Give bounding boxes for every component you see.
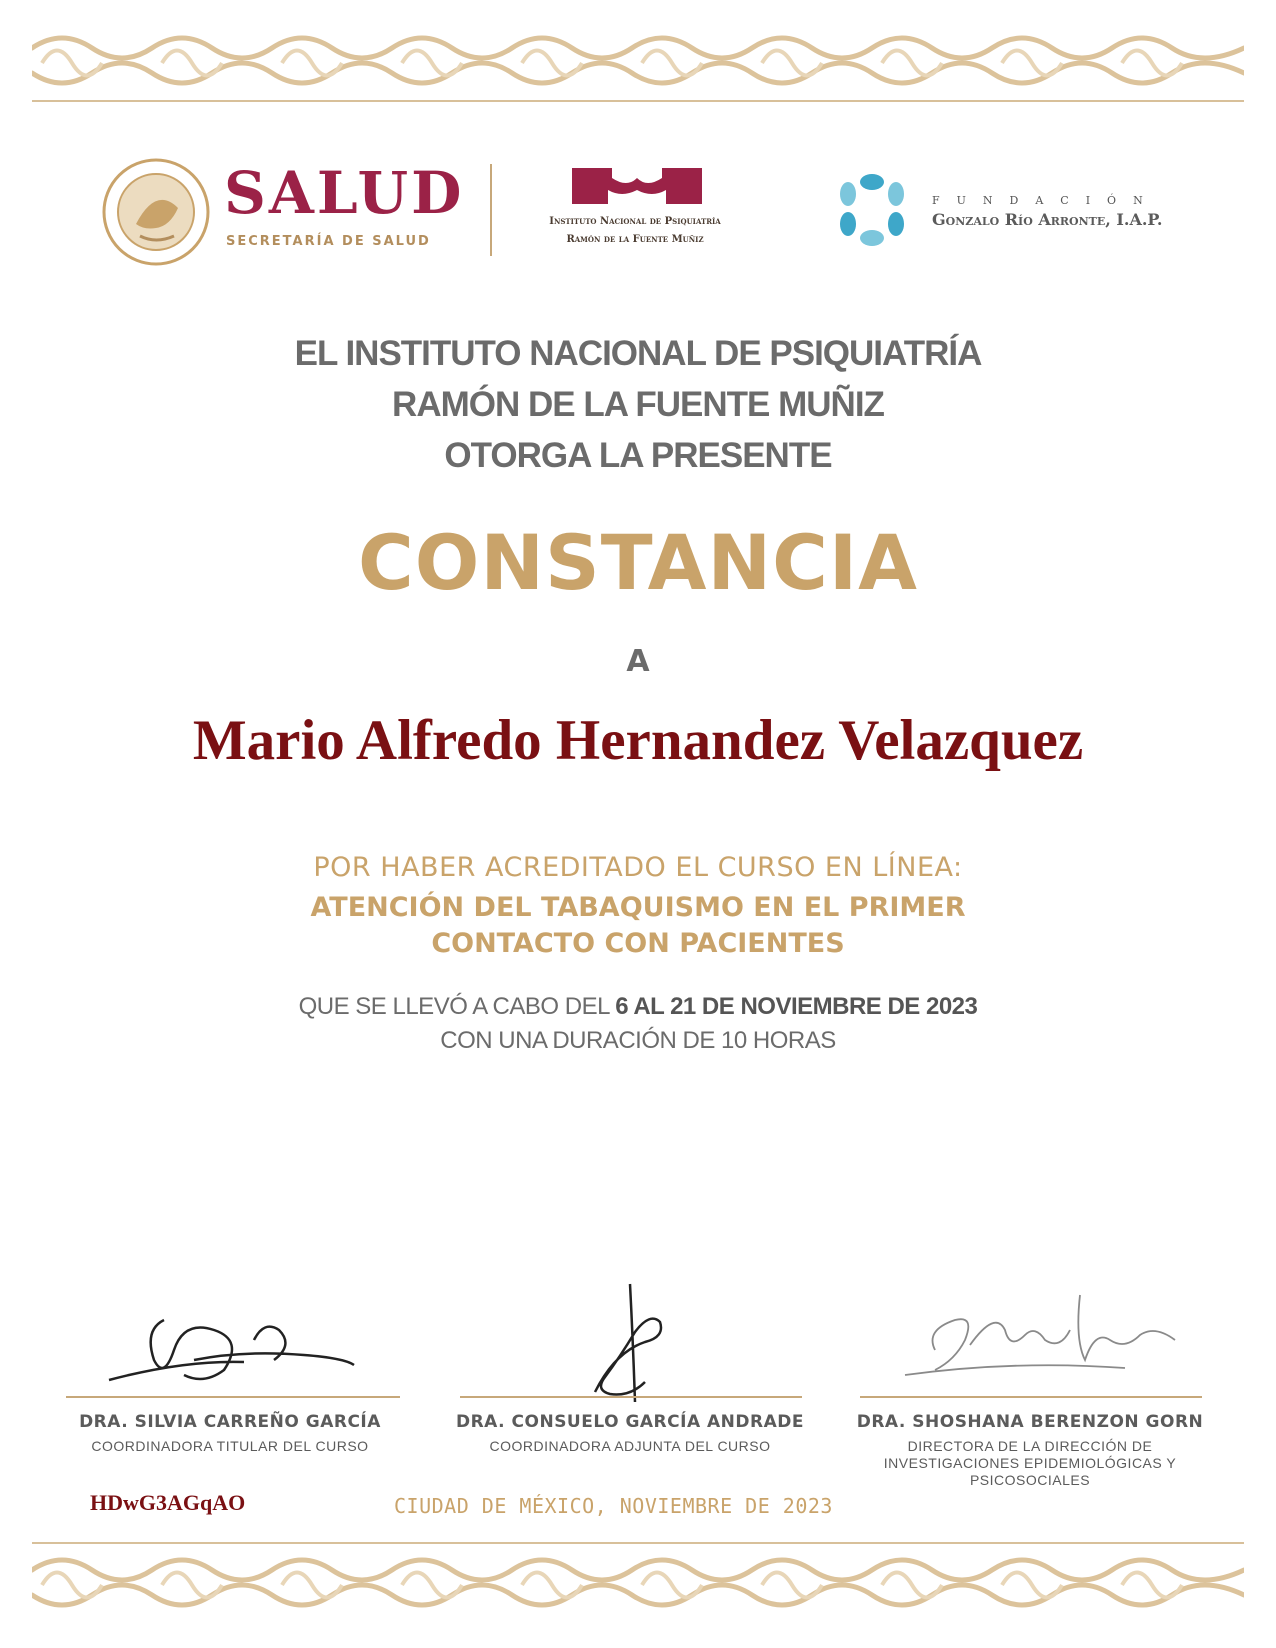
signature-line-1 — [66, 1396, 400, 1398]
course-duration: CON UNA DURACIÓN DE 10 HORAS — [440, 1027, 836, 1054]
signatory-3-role-line-3: PSICOSOCIALES — [969, 1472, 1091, 1488]
signatory-3-role — [840, 1438, 1220, 1489]
to-label: A — [626, 644, 650, 679]
salud-logo-text: SALUD — [224, 159, 465, 227]
logo-separator — [490, 164, 492, 256]
signatory-2-role: COORDINADORA ADJUNTA DEL CURSO — [489, 1438, 771, 1454]
course-title — [0, 890, 1276, 962]
signatory-3-role-line-2: INVESTIGACIONES EPIDEMIOLÓGICAS Y — [883, 1455, 1177, 1471]
signature-2 — [575, 1282, 685, 1412]
inp-logo-icon — [572, 168, 702, 208]
course-title-line-1: ATENCIÓN DEL TABAQUISMO EN EL PRIMER — [310, 892, 966, 923]
signature-3 — [895, 1290, 1185, 1380]
issuer-line-1: EL INSTITUTO NACIONAL DE PSIQUIATRÍA — [294, 334, 982, 373]
course-dates — [0, 990, 1276, 1058]
decorative-band-bottom — [32, 1550, 1244, 1620]
decorative-band-top — [32, 28, 1244, 98]
issuer-header — [0, 328, 1276, 481]
signatory-1-name: DRA. SILVIA CARREÑO GARCÍA — [79, 1412, 381, 1432]
signatory-3-role-line-1: DIRECTORA DE LA DIRECCIÓN DE — [907, 1438, 1153, 1454]
verification-code: HDwG3AGqAO — [90, 1490, 246, 1515]
inp-name-line1: Instituto Nacional de Psiquiatría — [549, 216, 721, 227]
signatory-1-role: COORDINADORA TITULAR DEL CURSO — [91, 1438, 369, 1454]
mexico-seal-icon — [100, 156, 212, 268]
signatory-3-name: DRA. SHOSHANA BERENZON GORN — [856, 1412, 1204, 1432]
fundacion-name: Gonzalo Río Arronte, I.A.P. — [932, 210, 1163, 229]
band-divider-top — [32, 100, 1244, 102]
recipient-name: Mario Alfredo Hernandez Velazquez — [192, 709, 1084, 772]
salud-subtitle: SECRETARÍA DE SALUD — [226, 234, 431, 249]
issuer-line-3: OTORGA LA PRESENTE — [444, 436, 832, 475]
signatory-2-name: DRA. CONSUELO GARCÍA ANDRADE — [455, 1412, 804, 1432]
dates-range: 6 AL 21 DE NOVIEMBRE DE 2023 — [615, 993, 978, 1020]
band-divider-bottom — [32, 1542, 1244, 1544]
fundacion-label: FUNDACIÓN — [932, 194, 1160, 207]
inp-name-line2: Ramón de la Fuente Muñiz — [566, 234, 704, 245]
signature-line-2 — [460, 1396, 802, 1398]
logo-row — [0, 150, 1276, 270]
signature-1 — [104, 1300, 364, 1390]
issuer-line-2: RAMÓN DE LA FUENTE MUÑIZ — [392, 385, 884, 424]
dates-prefix: QUE SE LLEVÓ A CABO DEL — [298, 993, 610, 1020]
issue-place-date: CIUDAD DE MÉXICO, NOVIEMBRE DE 2023 — [394, 1494, 833, 1518]
fundacion-logo-icon — [832, 170, 912, 250]
course-title-line-2: CONTACTO CON PACIENTES — [431, 928, 845, 959]
signature-line-3 — [860, 1396, 1202, 1398]
course-intro: POR HABER ACREDITADO EL CURSO EN LÍNEA: — [313, 852, 963, 883]
certificate-title: CONSTANCIA — [358, 518, 918, 607]
